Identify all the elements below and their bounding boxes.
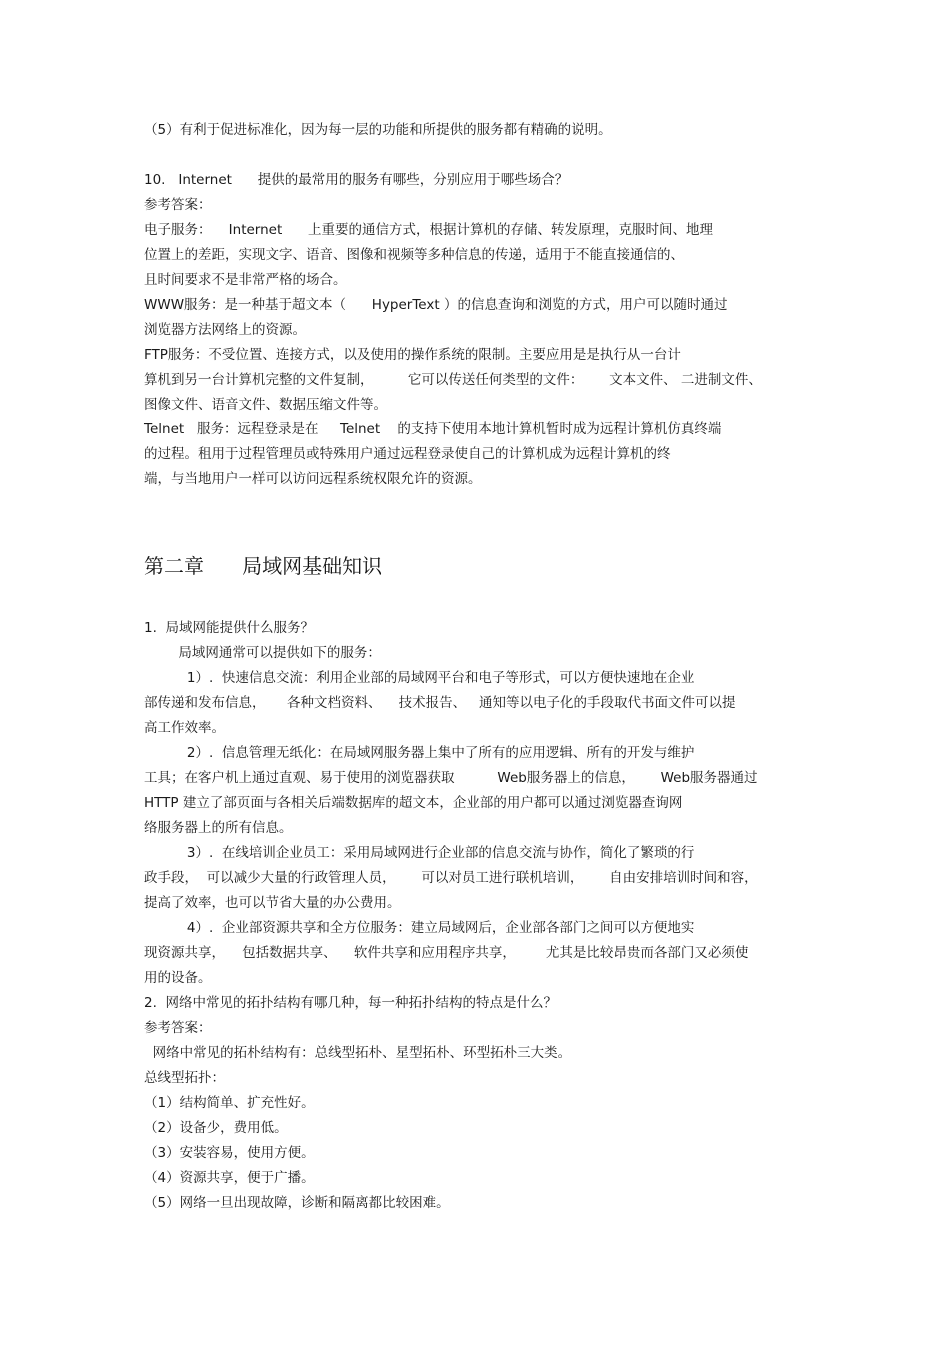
- list-item: （5）网络一旦出现故障，诊断和隔离都比较困难。: [144, 1195, 450, 1211]
- question-2-answer: 网络中常见的拓朴结构有：总线型拓朴、星型拓朴、环型拓朴三大类。: [144, 1045, 572, 1061]
- question-1: 1. 局域网能提供什么服务？: [144, 620, 314, 636]
- reference-answer-label-2: 参考答案：: [144, 1020, 212, 1036]
- list-item: （1）结构简单、扩充性好。: [144, 1095, 315, 1111]
- list-item: （2）设备少，费用低。: [144, 1120, 288, 1136]
- www-service-line-2: 浏览器方法网络上的资源。: [144, 322, 306, 338]
- bus-topology-title: 总线型拓扑：: [144, 1070, 225, 1086]
- telnet-service-line-3: 端，与当地用户一样可以访问远程系统权限允许的资源。: [144, 471, 482, 487]
- chapter-title: 第二章 局域网基础知识: [144, 554, 383, 578]
- service-3-line-3: 提高了效率，也可以节省大量的办公费用。: [144, 895, 401, 911]
- list-item: （4）资源共享，便于广播。: [144, 1170, 315, 1186]
- service-3-line-1: 3）. 在线培训企业员工：采用局域网进行企业部的信息交流与协作，简化了繁琐的行: [144, 845, 695, 861]
- email-service-line-2: 位置上的差距，实现文字、语音、图像和视频等多种信息的传递，适用于不能直接通信的、: [144, 247, 684, 263]
- service-4-line-3: 用的设备。: [144, 970, 212, 986]
- www-service-line-1: WWW服务：是一种基于超文本（ HyperText ）的信息查询和浏览的方式，用户可以随时通过: [144, 297, 728, 313]
- service-1-line-3: 高工作效率。: [144, 720, 225, 736]
- list-item-5: （5）有利于促进标准化，因为每一层的功能和所提供的服务都有精确的说明。: [144, 122, 612, 138]
- question-10: 10. Internet 提供的最常用的服务有哪些，分别应用于哪些场合？: [144, 172, 569, 188]
- service-4-line-2: 现资源共享， 包括数据共享、 软件共享和应用程序共享， 尤其是比较昂贵而各部门又必须使: [144, 945, 749, 961]
- service-2-line-4: 络服务器上的所有信息。: [144, 820, 293, 836]
- telnet-service-line-2: 的过程。租用于过程管理员或特殊用户通过远程登录使自己的计算机成为远程计算机的终: [144, 446, 671, 462]
- service-2-line-1: 2）. 信息管理无纸化：在局域网服务器上集中了所有的应用逻辑、所有的开发与维护: [144, 745, 695, 761]
- ftp-service-line-2: 算机到另一台计算机完整的文件复制， 它可以传送任何类型的文件： 文本文件、 二进制文件、: [144, 372, 762, 388]
- service-4-line-1: 4）. 企业部资源共享和全方位服务：建立局域网后，企业部各部门之间可以方便地实: [144, 920, 695, 936]
- telnet-service-line-1: Telnet 服务：远程登录是在 Telnet 的支持下使用本地计算机暂时成为远程计算机仿真终端: [144, 421, 722, 437]
- service-2-line-2: 工具；在客户机上通过直观、易于使用的浏览器获取 Web服务器上的信息， Web服务器通过: [144, 770, 758, 786]
- service-2-line-3: HTTP 建立了部页面与各相关后端数据库的超文本，企业部的用户都可以通过浏览器查询网: [144, 795, 683, 811]
- ftp-service-line-1: FTP服务：不受位置、连接方式，以及使用的操作系统的限制。主要应用是是执行从一台计: [144, 347, 681, 363]
- service-3-line-2: 政手段， 可以减少大量的行政管理人员， 可以对员工进行联机培训， 自由安排培训时间和容，: [144, 870, 758, 886]
- list-item: （3）安装容易，使用方便。: [144, 1145, 315, 1161]
- ftp-service-line-3: 图像文件、语音文件、数据压缩文件等。: [144, 397, 387, 413]
- service-1-line-1: 1）. 快速信息交流：利用企业部的局域网平台和电子等形式，可以方便快速地在企业: [144, 670, 695, 686]
- question-2: 2. 网络中常见的拓扑结构有哪几种，每一种拓扑结构的特点是什么？: [144, 995, 557, 1011]
- question-1-intro: 局域网通常可以提供如下的服务：: [144, 645, 381, 661]
- service-1-line-2: 部传递和发布信息， 各种文档资料、 技术报告、 通知等以电子化的手段取代书面文件可以提: [144, 695, 736, 711]
- email-service-line-3: 且时间要求不是非常严格的场合。: [144, 272, 347, 288]
- reference-answer-label: 参考答案：: [144, 197, 212, 213]
- email-service-line-1: 电子服务： Internet 上重要的通信方式，根据计算机的存储、转发原理，克服时间、地理: [144, 222, 714, 238]
